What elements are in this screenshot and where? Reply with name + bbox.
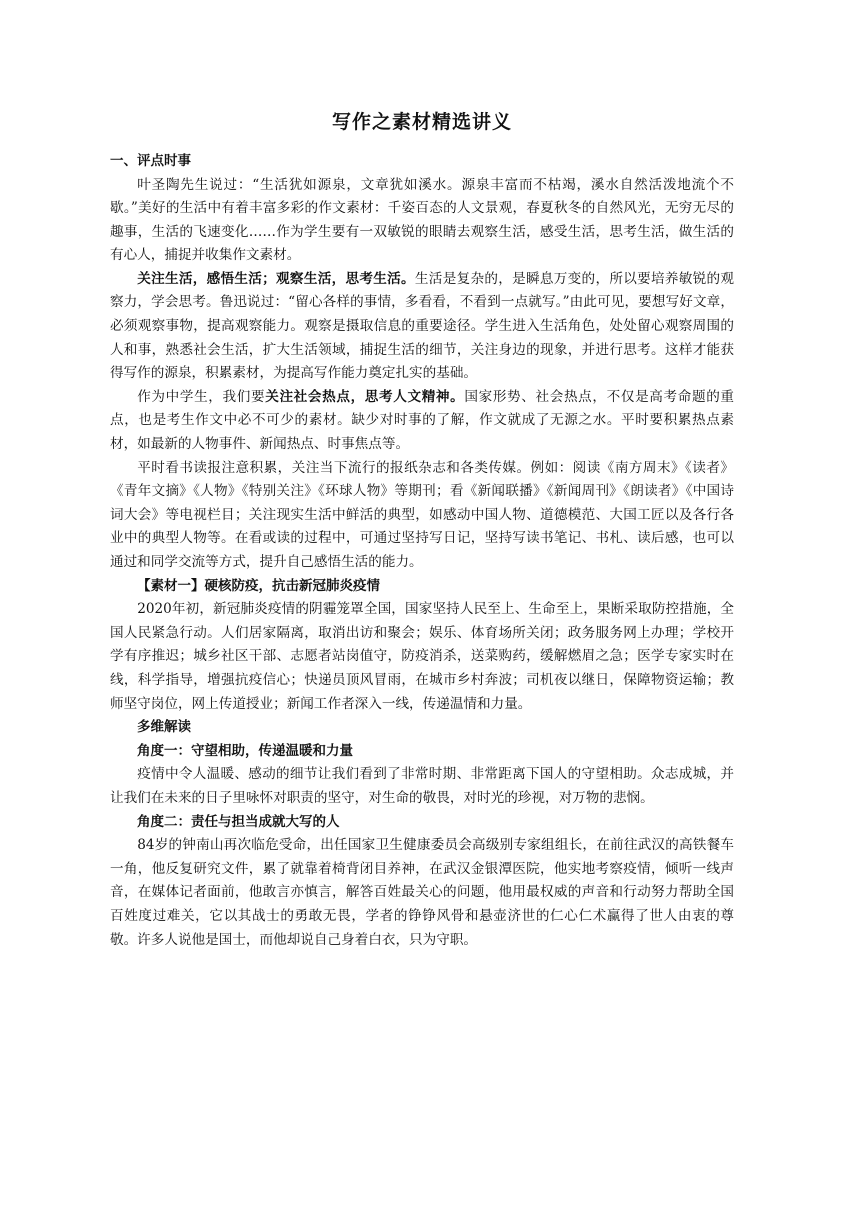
angle1-heading: 角度一：守望相助，传递温暖和力量 [137, 742, 353, 759]
paragraph-reading: 平时看书读报注意积累，关注当下流行的报纸杂志和各类传媒。例如：阅读《南方周末》《读者》《青年文摘》《人物》《特别关注》《环球人物》等期刊；看《新闻联播》《新闻周刊》《朗读者》《中国诗词大会》等电视栏目；关注现实生活中鲜活的典型，如感动中国人物、道德模范、大国工匠以及各行各业中的典型人物等。在看或读的过程中，可通过坚持写日记，坚持写读书笔记、书札、读后感，也可以通过和同学交流等方式，提升自己感悟生活的能力。 [110, 459, 734, 570]
section-heading: 一、评点时事 [110, 153, 191, 169]
paragraph-observe [110, 268, 734, 386]
material-heading: 【素材一】硬核防疫，抗击新冠肺炎疫情 [137, 577, 380, 594]
paragraph-text: 国家形势、社会热点，不仅是高考命题的重点，也是考生作文中必不可少的素材。缺少对时事的了解，作文就成了无源之水。平时要积累热点素材，如最新的人物事件、新闻热点、时事焦点等。 [110, 388, 735, 453]
paragraph-material-body: 2020年初，新冠肺炎疫情的阴霾笼罩全国，国家坚持人民至上、生命至上，果断采取防控措施，全国人民紧急行动。人们居家隔离，取消出访和聚会；娱乐、体育场所关闭；政务服务网上办理；学校开学有序推迟；城乡社区干部、志愿者站岗值守，防疫消杀，送菜购药，缓解燃眉之急；医学专家实时在线，科学指导，增强抗疫信心；快递员顶风冒雨，在城市乡村奔波；司机夜以继日，保障物资运输；教师坚守岗位，网上传道授业；新闻工作者深入一线，传递温情和力量。 [110, 601, 734, 712]
paragraph-text: 作为中学生，我们要 [137, 388, 266, 405]
bold-lead: 关注生活，感悟生活；观察生活，思考生活。 [137, 270, 415, 287]
interpret-heading: 多维解读 [137, 719, 191, 736]
paragraph-angle2: 84岁的钟南山再次临危受命，出任国家卫生健康委员会高级别专家组组长，在前往武汉的高铁餐车一角，他反复研究文件，累了就靠着椅背闭目养神，在武汉金银潭医院，他实地考察疫情，倾听一线声音，在媒体记者面前，他敢言亦慎言，解答百姓最关心的问题，他用最权威的声音和行动努力帮助全国百姓度过难关，它以其战士的勇敢无畏，学者的铮铮风骨和悬壶济世的仁心仁术赢得了世人由衷的尊敬。许多人说他是国士，而他却说自己身着白衣，只为守职。 [110, 837, 734, 948]
paragraph-intro: 叶圣陶先生说过：“生活犹如源泉，文章犹如溪水。源泉丰富而不枯竭，溪水自然活泼地流个不歇。”美好的生活中有着丰富多彩的作文素材：千姿百态的人文景观，春夏秋冬的自然风光，无穷无尽的趣事，生活的飞速变化……作为学生要有一双敏锐的眼睛去观察生活，感受生活，思考生活，做生活的有心人，捕捉并收集作文素材。 [110, 176, 734, 264]
document-page [110, 108, 734, 952]
angle2-heading: 角度二：责任与担当成就大写的人 [137, 813, 340, 830]
paragraph-text: 生活是复杂的，是瞬息万变的，所以要培养敏锐的观察力，学会思考。鲁迅说过：“留心各样的事情，多看看，不看到一点就写。”由此可见，要想写好文章，必须观察事物，提高观察能力。观察是摄取信息的重要途径。学生进入生活角色，处处留心观察周围的人和事，熟悉社会生活，扩大生活领域，捕捉生活的细节，关注身边的现象，并进行思考。这样才能获得写作的源泉，积累素材，为提高写作能力奠定扎实的基础。 [110, 270, 735, 382]
bold-lead: 关注社会热点，思考人文精神。 [265, 388, 465, 405]
page-title: 写作之素材精选讲义 [331, 111, 512, 133]
paragraph-hotspot [110, 386, 734, 457]
paragraph-angle1: 疫情中令人温暖、感动的细节让我们看到了非常时期、非常距离下国人的守望相助。众志成城，并让我们在未来的日子里咏怀对职责的坚守，对生命的敬畏，对时光的珍视，对万物的悲悯。 [110, 766, 734, 806]
